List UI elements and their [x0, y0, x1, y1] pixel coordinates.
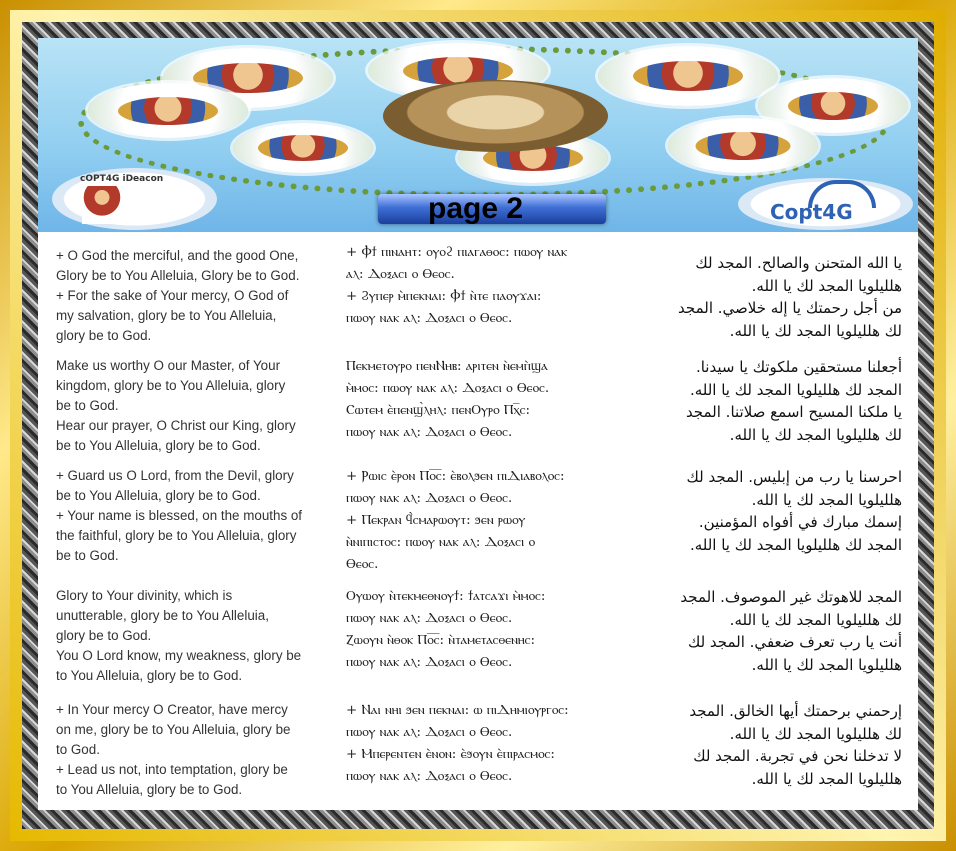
arabic-line: يا الله المتحنن والصالح. المجد لك — [695, 254, 902, 272]
deacon-figure-icon — [82, 186, 132, 224]
coptic-line: + Ϩⲩⲡⲉⲣ ⲙ̀ⲡⲉⲕⲛⲁⲓ: Ⲫϯ ⲛ̀ⲧⲉ ⲡⲁⲟⲩϫⲁⲓ: — [346, 289, 542, 304]
arabic-line: هلليلويا المجد لك يا الله. — [751, 276, 902, 295]
coptic-line: Ⲡⲉⲕⲙⲉⲧⲟⲩⲣⲟ ⲡⲉⲛⲚⲏⲃ: ⲁⲣⲓⲧⲉⲛ ⲛ̀ⲉⲙⲡ̀ϣⲁ — [346, 359, 548, 374]
arabic-line: لك هلليلويا المجد لك يا الله. — [729, 321, 902, 340]
icon-flower-3 — [598, 46, 778, 106]
icon-flower-5 — [88, 83, 248, 138]
coptic-line: ⲡⲱⲟⲩ ⲛⲁⲕ ⲁⲗ: Ⲇⲟⲝⲁⲥⲓ ⲟ Ⲑⲉⲟⲥ. — [346, 769, 513, 784]
english-text — [56, 246, 326, 346]
coptic-line: Ⲑⲉⲟⲥ. — [346, 557, 379, 572]
arabic-line: المجد لك هلليلويا المجد لك يا الله. — [689, 535, 902, 554]
coptic-line: ⲡⲱⲟⲩ ⲛⲁⲕ ⲁⲗ: Ⲇⲟⲝⲁⲥⲓ ⲟ Ⲑⲉⲟⲥ. — [346, 725, 513, 740]
arabic-text — [634, 700, 902, 790]
english-text — [56, 700, 326, 800]
english-line: on me, glory be to You Alleluia, glory be — [56, 722, 291, 737]
coptic-line: + Ⲫϯ ⲡⲓⲛⲁⲏⲧ: ⲟⲩⲟϩ ⲡⲓⲁⲅⲁⲑⲟⲥ: ⲡⲱⲟⲩ ⲛⲁⲕ — [346, 245, 568, 260]
page-number-badge — [378, 194, 606, 224]
arabic-line: هلليلويا المجد لك يا الله. — [751, 490, 902, 509]
english-line: + O God the merciful, and the good One, — [56, 248, 299, 263]
coptic-line: Ⲍⲱⲟⲩⲛ ⲛ̀ⲑⲟⲕ Ⲡⲟ̅ⲥ̅: ⲛ̀ⲧⲁⲙⲉⲧⲁⲥⲑⲉⲛⲏⲥ: — [346, 633, 536, 648]
arabic-line: المجد للاهوتك غير الموصوف. المجد — [680, 588, 902, 606]
arabic-text — [634, 586, 902, 676]
arabic-line: هلليلويا المجد لك يا الله. — [751, 769, 902, 788]
coptic-text — [346, 356, 616, 444]
english-line: to You Alleluia, glory be to God. — [56, 668, 243, 683]
english-line: be to God. — [56, 398, 119, 413]
christ-icon — [383, 80, 608, 152]
arabic-line: إسمك مبارك في أفواه المؤمنين. — [698, 513, 902, 531]
coptic-line: Ⲟⲩⲱⲟⲩ ⲛ̀ⲧⲉⲕⲙⲉⲑⲛⲟⲩϯ: ϯⲁⲧⲥⲁϫⲓ ⲙ̀ⲙⲟⲥ: — [346, 589, 546, 604]
logo-right-text: Copt4G — [770, 200, 853, 224]
icon-flower-8 — [668, 118, 818, 173]
coptic-ideacon-logo — [52, 168, 217, 230]
english-line: + Your name is blessed, on the mouths of — [56, 508, 303, 523]
arabic-line: أجعلنا مستحقين ملكوتك يا سيدنا. — [695, 358, 902, 376]
arabic-text — [634, 466, 902, 556]
coptic-line: + Ⲣⲱⲓⲥ ⲉ̀ⲣⲟⲛ Ⲡⲟ̅ⲥ̅: ⲉ̀ⲃⲟⲗϧⲉⲛ ⲡⲓⲆⲓⲁⲃⲟⲗⲟⲥ: — [346, 469, 565, 484]
arabic-line: إرحمني برحمتك أيها الخالق. المجد — [689, 702, 902, 720]
english-line: kingdom, glory be to You Alleluia, glory — [56, 378, 286, 393]
coptic-text — [346, 586, 616, 674]
coptic-line: ⲡⲱⲟⲩ ⲛⲁⲕ ⲁⲗ: Ⲇⲟⲝⲁⲥⲓ ⲟ Ⲑⲉⲟⲥ. — [346, 491, 513, 506]
coptic-text — [346, 466, 616, 576]
english-line: + Guard us O Lord, from the Devil, glory — [56, 468, 294, 483]
coptic-line: ⲡⲱⲟⲩ ⲛⲁⲕ ⲁⲗ: Ⲇⲟⲝⲁⲥⲓ ⲟ Ⲑⲉⲟⲥ. — [346, 311, 513, 326]
english-line: the faithful, glory be to You Alleluia, glory — [56, 528, 297, 543]
coptic-line: ⲡⲱⲟⲩ ⲛⲁⲕ ⲁⲗ: Ⲇⲟⲝⲁⲥⲓ ⲟ Ⲑⲉⲟⲥ. — [346, 425, 513, 440]
english-text — [56, 586, 326, 686]
coptic-line: + Ⲙⲡⲉⲣⲉⲛⲧⲉⲛ ⲉ̀ⲛⲟⲛ: ⲉ̀ϧⲟⲩⲛ ⲉ̀ⲡⲓⲣⲁⲥⲙⲟⲥ: — [346, 747, 555, 762]
coptic-line: ⲛ̀ⲛⲓⲡⲓⲥⲧⲟⲥ: ⲡⲱⲟⲩ ⲛⲁⲕ ⲁⲗ: Ⲇⲟⲝⲁⲥⲓ ⲟ — [346, 535, 535, 550]
logo-left-text: cOPT4G iDeacon — [80, 174, 164, 184]
arabic-line: أنت يا رب تعرف ضعفي. المجد لك — [687, 633, 902, 651]
coptic-line: ⲡⲱⲟⲩ ⲛⲁⲕ ⲁⲗ: Ⲇⲟⲝⲁⲥⲓ ⲟ Ⲑⲉⲟⲥ. — [346, 611, 513, 626]
english-line: my salvation, glory be to You Alleluia, — [56, 308, 277, 323]
english-line: be to You Alleluia, glory be to God. — [56, 488, 261, 503]
arabic-text — [634, 356, 902, 446]
coptic-line: ⲙ̀ⲙⲟⲥ: ⲡⲱⲟⲩ ⲛⲁⲕ ⲁⲗ: Ⲇⲟⲝⲁⲥⲓ ⲟ Ⲑⲉⲟⲥ. — [346, 381, 550, 396]
arabic-line: يا ملكنا المسيح اسمع صلاتنا. المجد — [685, 403, 902, 421]
arabic-text — [634, 252, 902, 342]
coptic-line: + Ⲛⲁⲓ ⲛⲏⲓ ϧⲉⲛ ⲡⲉⲕⲛⲁⲓ: ⲱ ⲡⲓⲆⲏⲙⲓⲟⲩⲣⲅⲟⲥ: — [346, 703, 569, 718]
english-line: Glory be to You Alleluia, Glory be to God. — [56, 268, 300, 283]
english-text — [56, 356, 326, 456]
english-line: Make us worthy O our Master, of Your — [56, 358, 281, 373]
english-line: be to God. — [56, 548, 119, 563]
page-content — [38, 38, 918, 810]
arabic-line: المجد لك هلليلويا المجد لك يا الله. — [689, 380, 902, 399]
coptic-line: ⲁⲗ: Ⲇⲟⲝⲁⲥⲓ ⲟ Ⲑⲉⲟⲥ. — [346, 267, 455, 282]
arabic-line: لك هلليلويا المجد لك يا الله. — [729, 724, 902, 743]
english-line: + For the sake of Your mercy, O God of — [56, 288, 289, 303]
english-line: + Lead us not, into temptation, glory be — [56, 762, 288, 777]
arabic-line: لا تدخلنا نحن في تجربة. المجد لك — [693, 747, 902, 765]
english-line: be to You Alleluia, glory be to God. — [56, 438, 261, 453]
arabic-line: احرسنا يا رب من إبليس. المجد لك — [686, 468, 902, 486]
english-line: Hear our prayer, O Christ our King, glory — [56, 418, 296, 433]
icon-flower-6 — [233, 123, 373, 173]
english-text — [56, 466, 326, 566]
coptic-line: Ⲥⲱⲧⲉⲙ ⲉ̀ⲡⲉⲛϣ̀ⲗⲏⲗ: ⲡⲉⲛⲞⲩⲣⲟ Ⲡⲭ̅ⲥ: — [346, 403, 531, 418]
coptic-text — [346, 242, 616, 330]
coptic-line: + Ⲡⲉⲕⲣⲁⲛ ϥ̀ⲥⲙⲁⲣⲱⲟⲩⲧ: ϧⲉⲛ ⲣⲱⲟⲩ — [346, 513, 526, 528]
arabic-line: من أجل رحمتك يا إله خلاصي. المجد — [678, 299, 902, 317]
hymn-columns — [38, 232, 918, 810]
coptic-text — [346, 700, 616, 788]
coptic-line: ⲡⲱⲟⲩ ⲛⲁⲕ ⲁⲗ: Ⲇⲟⲝⲁⲥⲓ ⲟ Ⲑⲉⲟⲥ. — [346, 655, 513, 670]
english-line: glory be to God. — [56, 628, 152, 643]
arabic-line: لك هلليلويا المجد لك يا الله. — [729, 425, 902, 444]
page-number-label: page 2 — [428, 192, 524, 225]
header-banner — [38, 38, 918, 232]
arabic-line: هلليلويا المجد لك يا الله. — [751, 655, 902, 674]
arabic-line: لك هلليلويا المجد لك يا الله. — [729, 610, 902, 629]
english-line: + In Your mercy O Creator, have mercy — [56, 702, 288, 717]
copt4g-logo — [738, 178, 913, 230]
english-line: to You Alleluia, glory be to God. — [56, 782, 243, 797]
english-line: to God. — [56, 742, 100, 757]
english-line: unutterable, glory be to You Alleluia, — [56, 608, 269, 623]
english-line: glory be to God. — [56, 328, 152, 343]
english-line: You O Lord know, my weakness, glory be — [56, 648, 302, 663]
english-line: Glory to Your divinity, which is — [56, 588, 233, 603]
